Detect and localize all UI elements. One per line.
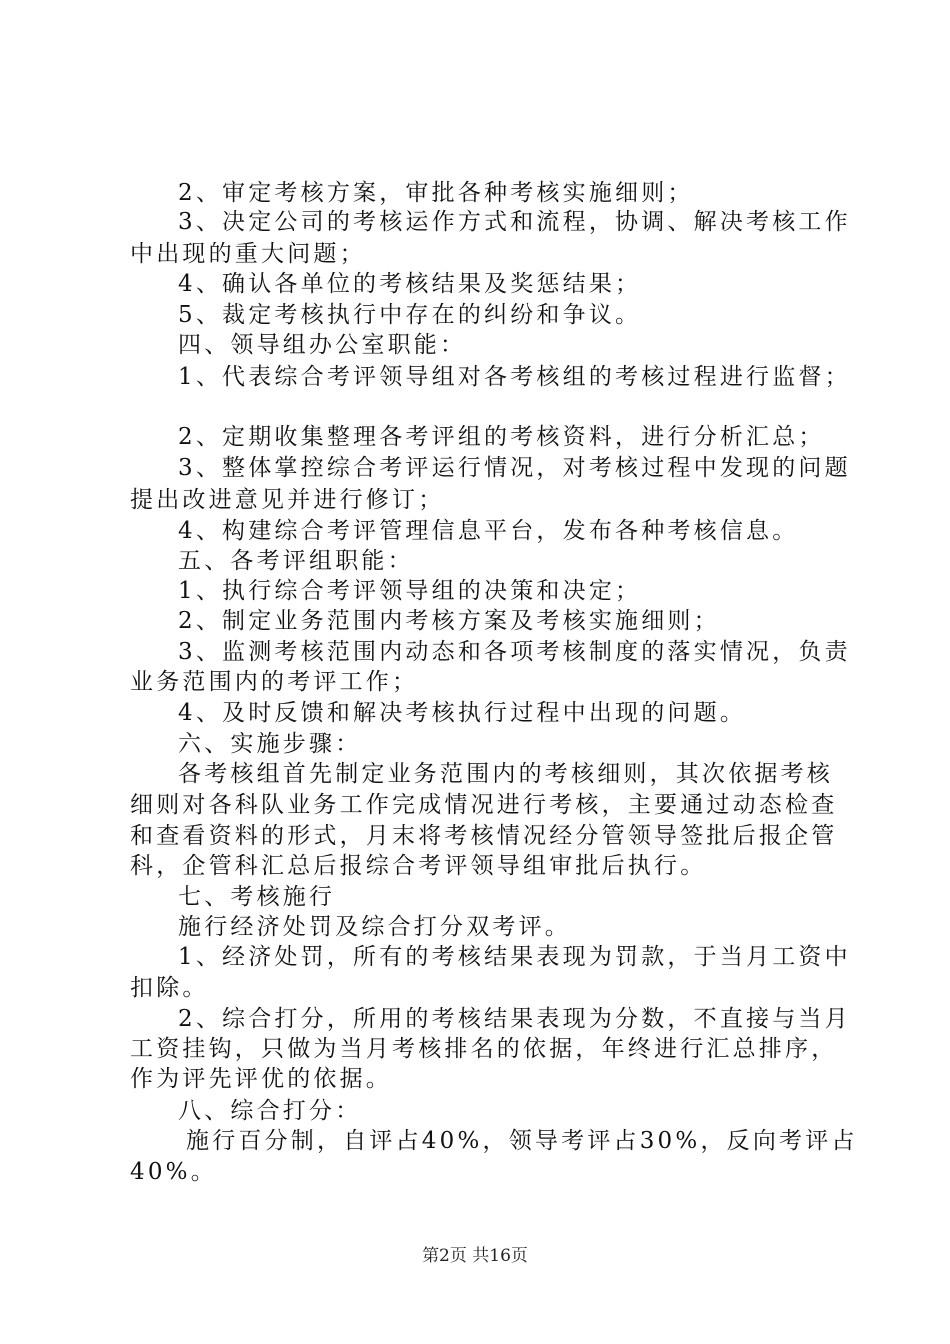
paragraph-line: 施行经济处罚及综合打分双考评。 [178,914,571,940]
paragraph-line: 扣除。 [130,975,209,1001]
paragraph-line: 工资挂钩，只做为当月考核排名的依据，年终进行汇总排序， [130,1036,838,1062]
paragraph-line: 科，企管科汇总后报综合考评领导组审批后执行。 [130,853,707,879]
section-heading: 四、领导组办公室职能： [178,332,467,358]
paragraph-line: 施行百分制，自评占40%，领导考评占30%，反向考评占 [186,1128,858,1154]
section-heading: 六、实施步骤： [178,731,362,757]
paragraph-line: 和查看资料的形式，月末将考核情况经分管领导签批后报企管 [130,823,838,849]
section-heading: 五、各考评组职能： [178,548,414,574]
paragraph-line: 作为评先评优的依据。 [130,1066,392,1092]
paragraph-line: 40%。 [130,1159,217,1185]
section-heading: 八、综合打分： [178,1098,362,1124]
page-number-footer: 第2页 共16页 [422,1246,528,1266]
paragraph-line: 1、执行综合考评领导组的决策和决定； [178,578,642,604]
paragraph-line: 2、定期收集整理各考评组的考核资料，进行分析汇总； [178,424,825,450]
paragraph-line: 3、监测考核范围内动态和各项考核制度的落实情况，负责 [178,639,851,665]
paragraph-line: 3、决定公司的考核运作方式和流程，协调、解决考核工作 [178,209,851,235]
paragraph-line: 各考核组首先制定业务范围内的考核细则，其次依据考核 [178,761,833,787]
paragraph-line: 1、代表综合考评领导组对各考核组的考核过程进行监督； [178,364,851,390]
paragraph-line: 5、裁定考核执行中存在的纠纷和争议。 [178,302,642,328]
paragraph-line: 3、整体掌控综合考评运行情况，对考核过程中发现的问题 [178,455,851,481]
paragraph-line: 中出现的重大问题； [130,241,366,267]
paragraph-line: 4、及时反馈和解决考核执行过程中出现的问题。 [178,700,747,726]
paragraph-line: 细则对各科队业务工作完成情况进行考核，主要通过动态检查 [130,792,838,818]
paragraph-line: 4、确认各单位的考核结果及奖惩结果； [178,271,642,297]
paragraph-line: 1、经济处罚，所有的考核结果表现为罚款，于当月工资中 [178,944,851,970]
paragraph-line: 2、综合打分，所用的考核结果表现为分数，不直接与当月 [178,1006,851,1032]
paragraph-line: 业务范围内的考评工作； [130,669,419,695]
paragraph-line: 4、构建综合考评管理信息平台，发布各种考核信息。 [178,518,799,544]
paragraph-line: 提出改进意见并进行修订； [130,487,445,513]
paragraph-line: 2、制定业务范围内考核方案及考核实施细则； [178,608,720,634]
section-heading: 七、考核施行 [178,884,336,910]
paragraph-line: 2、审定考核方案，审批各种考核实施细则； [178,180,694,206]
